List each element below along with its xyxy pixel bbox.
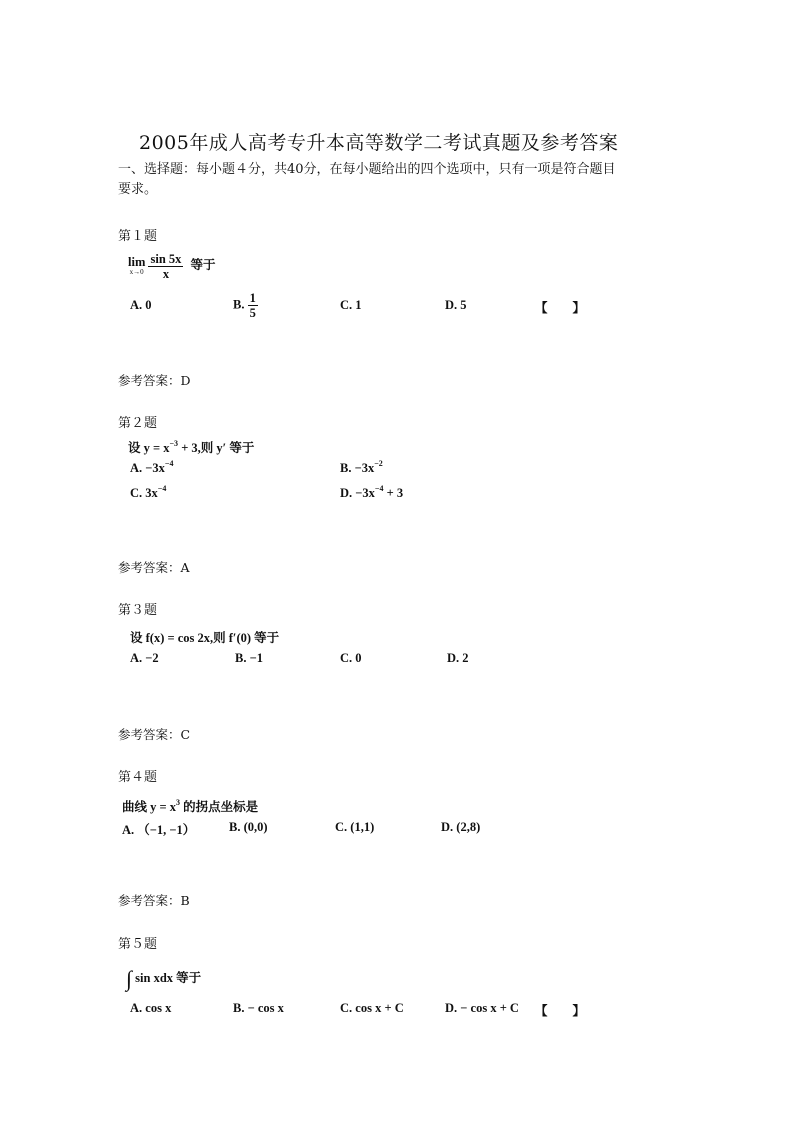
question-2-label: 第２题 (118, 416, 158, 431)
question-2-answer: 参考答案：A (118, 560, 190, 575)
question-4-label: 第４题 (118, 770, 158, 785)
question-4-option-a: A. （−1, −1） (122, 823, 196, 837)
limit-operator: lim x→0 (128, 254, 146, 276)
question-3-label: 第３题 (118, 603, 158, 618)
instructions-line-2: 要求。 (118, 182, 158, 197)
question-1-option-a: A. 0 (130, 298, 152, 312)
question-1-label: 第１题 (118, 229, 158, 244)
question-5-answer-bracket: 【 】 (535, 1004, 586, 1018)
question-4-option-d: D. (2,8) (441, 820, 481, 834)
question-3-option-b: B. −1 (235, 651, 263, 665)
question-2-option-d: D. $-3x^{-4} + 3$ (340, 484, 404, 500)
question-1-answer-bracket: 【 】 (535, 301, 586, 315)
question-4-stem: 曲线 $y = x^3$ 的拐点坐标是 (122, 798, 259, 814)
limit-fraction: $\frac{\sin 5x}{x}$ (150, 252, 182, 281)
question-5-option-a: A. cos x (130, 1001, 172, 1015)
question-2-option-a: A. $-3x^{-4}$ (130, 459, 174, 475)
question-5-option-b: B. − cos x (233, 1001, 284, 1015)
question-3-option-c: C. 0 (340, 651, 362, 665)
question-4-option-b: B. (0,0) (229, 820, 268, 834)
question-3-stem: 设 f(x) = cos 2x,则 f′(0) 等于 (130, 631, 280, 645)
question-1-option-b: B. $\frac{1}{5}$ (233, 291, 256, 320)
question-4-answer: 参考答案：B (118, 893, 190, 908)
question-3-option-a: A. −2 (130, 651, 159, 665)
question-1-answer: 参考答案：D (118, 373, 191, 388)
question-1-option-c: C. 1 (340, 298, 362, 312)
question-2-option-c: C. $3x^{-4}$ (130, 484, 167, 500)
instructions-line-1: 一、选择题：每小题４分，共40分，在每小题给出的四个选项中，只有一项是符合题目 (118, 162, 616, 177)
question-4-option-c: C. (1,1) (335, 820, 375, 834)
option-b-fraction: $\frac{1}{5}$ (249, 291, 256, 320)
question-3-option-d: D. 2 (447, 651, 469, 665)
page-title: 2005年成人高考专升本高等数学二考试真题及参考答案 (139, 132, 619, 154)
question-5-label: 第５题 (118, 937, 158, 952)
question-3-answer: 参考答案：C (118, 727, 191, 742)
question-2-option-b: B. $-3x^{-2}$ (340, 459, 383, 475)
question-1-option-d: D. 5 (445, 298, 467, 312)
question-5-option-d: D. − cos x + C (445, 1001, 519, 1015)
question-5-stem: ∫ sin xdx 等于 (126, 966, 202, 991)
question-1-stem: lim x→0 $\frac{\sin 5x}{x}$ 等于 (128, 252, 216, 281)
integral-sign: ∫ (126, 966, 133, 991)
question-2-stem: 设 $y = x^{-3} + 3$,则 y′ 等于 (128, 439, 255, 455)
question-5-option-c: C. cos x + C (340, 1001, 404, 1015)
